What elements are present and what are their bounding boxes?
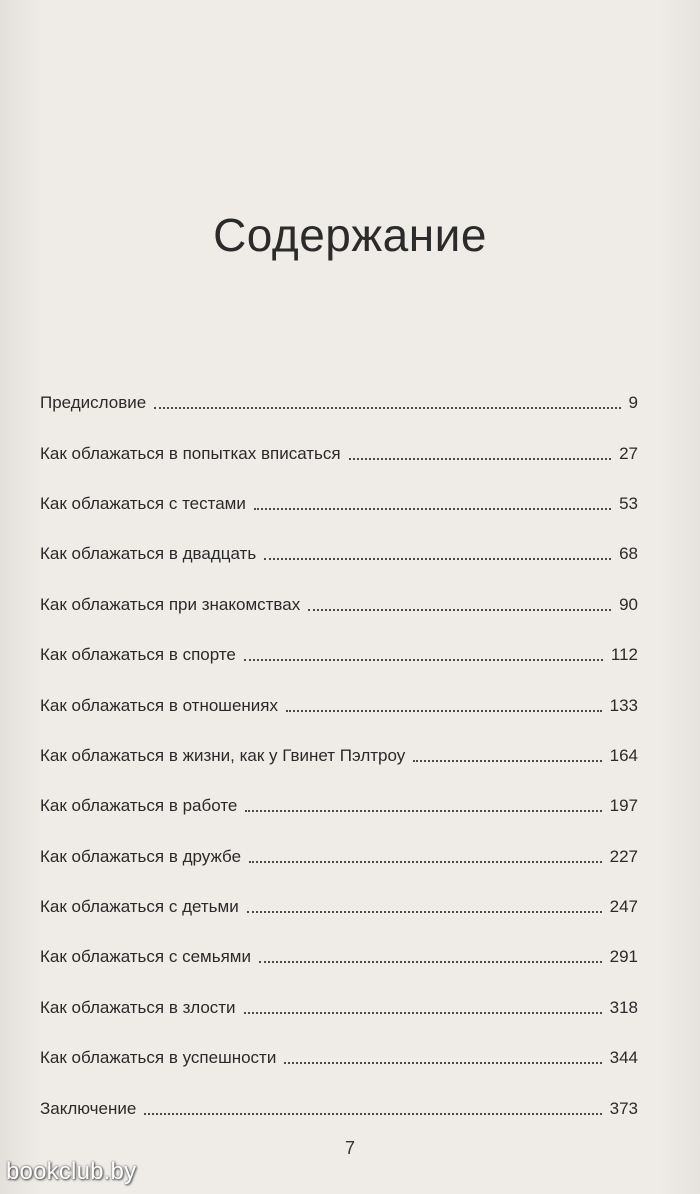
toc-entry-page: 247 — [609, 897, 638, 917]
toc-entry-page: 27 — [619, 443, 638, 463]
dot-leader — [349, 458, 611, 460]
page-title: Содержание — [213, 209, 487, 261]
toc-entry — [40, 580, 638, 630]
page-number: 7 — [344, 1138, 355, 1158]
toc-entry — [40, 832, 638, 882]
toc-entry — [40, 378, 638, 428]
toc-entry-title: Как облажаться с семьями — [40, 947, 251, 967]
toc-entry-page: 68 — [619, 544, 638, 564]
toc-entry-title: Как облажаться при знакомствах — [40, 594, 301, 614]
toc-entry-title: Как облажаться в попытках вписаться — [40, 443, 341, 463]
toc-entry — [40, 630, 638, 680]
toc-entry-title: Как облажаться в злости — [40, 997, 236, 1017]
toc-entry-title: Предисловие — [40, 393, 147, 413]
toc-entry-page: 9 — [628, 393, 638, 413]
watermark: bookclub.by — [6, 1158, 137, 1185]
toc-entry-title: Как облажаться в жизни, как у Гвинет Пэлтроу — [40, 745, 406, 765]
toc-entry-page: 90 — [619, 594, 638, 614]
toc-entry-page: 344 — [609, 1048, 638, 1068]
toc-entry-page: 164 — [609, 745, 638, 765]
dot-leader — [413, 760, 601, 762]
dot-leader — [254, 508, 611, 510]
dot-leader — [244, 1012, 602, 1014]
dot-leader — [308, 609, 611, 611]
dot-leader — [259, 961, 602, 963]
dot-leader — [264, 558, 611, 560]
toc-entry-page: 197 — [609, 796, 638, 816]
dot-leader — [284, 1062, 601, 1064]
toc-entry-page: 53 — [619, 493, 638, 513]
dot-leader — [245, 810, 601, 812]
toc-entry — [40, 1033, 638, 1083]
toc-entry — [40, 428, 638, 478]
toc-entry-page: 291 — [609, 947, 638, 967]
toc-entry — [40, 781, 638, 831]
dot-leader — [286, 710, 602, 712]
toc-entry-title: Как облажаться в работе — [40, 796, 238, 816]
toc-entry-title: Заключение — [40, 1098, 137, 1118]
toc-entry — [40, 529, 638, 579]
toc-entry-title: Как облажаться в отношениях — [40, 695, 278, 715]
dot-leader — [144, 1113, 601, 1115]
toc-entry-page: 318 — [609, 997, 638, 1017]
toc-entry-title: Как облажаться в успешности — [40, 1048, 277, 1068]
toc-entry-title: Как облажаться в спорте — [40, 645, 236, 665]
toc-entry — [40, 983, 638, 1033]
toc-entry-page: 373 — [609, 1098, 638, 1118]
toc-entry-page: 112 — [610, 645, 638, 665]
toc-entry-page: 227 — [609, 846, 638, 866]
toc-entry — [40, 731, 638, 781]
toc-entry-title: Как облажаться в двадцать — [40, 544, 257, 564]
toc-entry-title: Как облажаться с детьми — [40, 897, 239, 917]
toc-entry-title: Как облажаться в дружбе — [40, 846, 242, 866]
dot-leader — [249, 861, 602, 863]
table-of-contents — [40, 378, 638, 1134]
dot-leader — [247, 911, 602, 913]
dot-leader — [154, 407, 620, 409]
toc-entry — [40, 479, 638, 529]
toc-entry-title: Как облажаться с тестами — [40, 493, 246, 513]
dot-leader — [244, 659, 603, 661]
toc-entry — [40, 932, 638, 982]
toc-entry — [40, 680, 638, 730]
toc-entry-page: 133 — [609, 695, 638, 715]
toc-entry — [40, 882, 638, 932]
toc-entry — [40, 1083, 638, 1133]
